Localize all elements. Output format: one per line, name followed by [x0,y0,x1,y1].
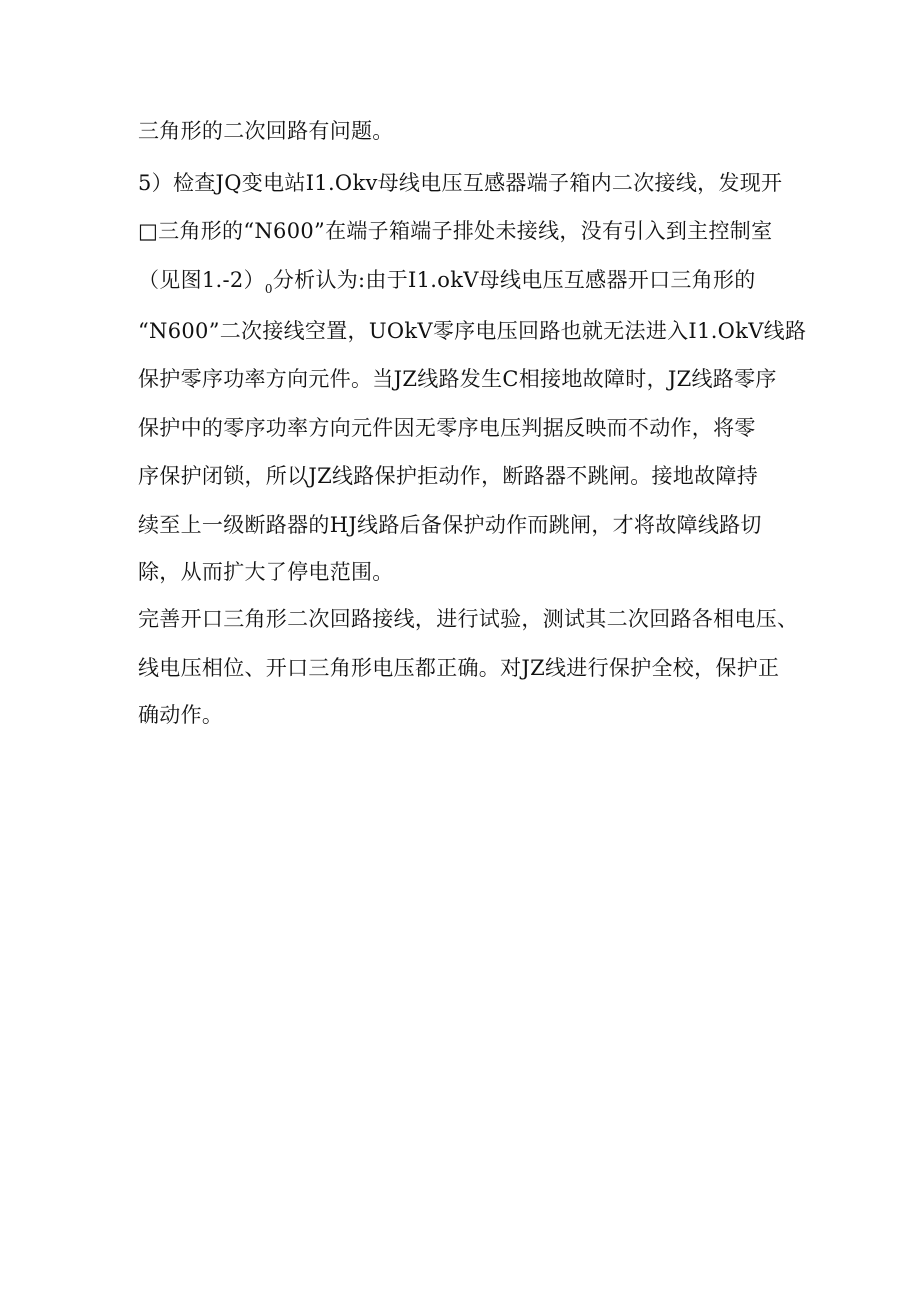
paragraph-line-4 [138,265,756,304]
paragraph-line-8: 序保护闭锁，所以JZ线路保护拒动作，断路器不跳闸。接地故障持 [138,464,759,488]
paragraph-line-9: 续至上一级断路器的HJ线路后备保护动作而跳闸，才将故障线路切 [138,513,762,537]
figure-reference: （见图1.-2） [138,268,265,292]
paragraph-line-5: “N600”二次接线空置，UOkV零序电压回路也就无法进入I1.OkV线路 [138,319,807,343]
subscript-zero: 0 [264,282,273,296]
paragraph-line-7: 保护中的零序功率方向元件因无零序电压判据反映而不动作，将零 [138,416,756,440]
paragraph-line-11: 完善开口三角形二次回路接线，进行试验，测试其二次回路各相电压、 [138,607,799,631]
paragraph-line-3: □三角形的“N600”在端子箱端子排处未接线，没有引入到主控制室 [138,219,773,243]
paragraph-line-6: 保护零序功率方向元件。当JZ线路发生C相接地故障时，JZ线路零序 [138,367,777,391]
analysis-start: 分析认为:由于I1.okV母线电压互感器开口三角形的 [272,268,756,292]
paragraph-line-10: 除，从而扩大了停电范围。 [138,560,394,584]
paragraph-line-2: 5）检查JQ变电站I1.Okv母线电压互感器端子箱内二次接线，发现开 [138,171,783,195]
paragraph-line-1: 三角形的二次回路有问题。 [138,119,394,143]
paragraph-line-12: 线电压相位、开口三角形电压都正确。对JZ线进行保护全校，保护正 [138,656,780,680]
paragraph-line-13: 确动作。 [138,703,224,727]
